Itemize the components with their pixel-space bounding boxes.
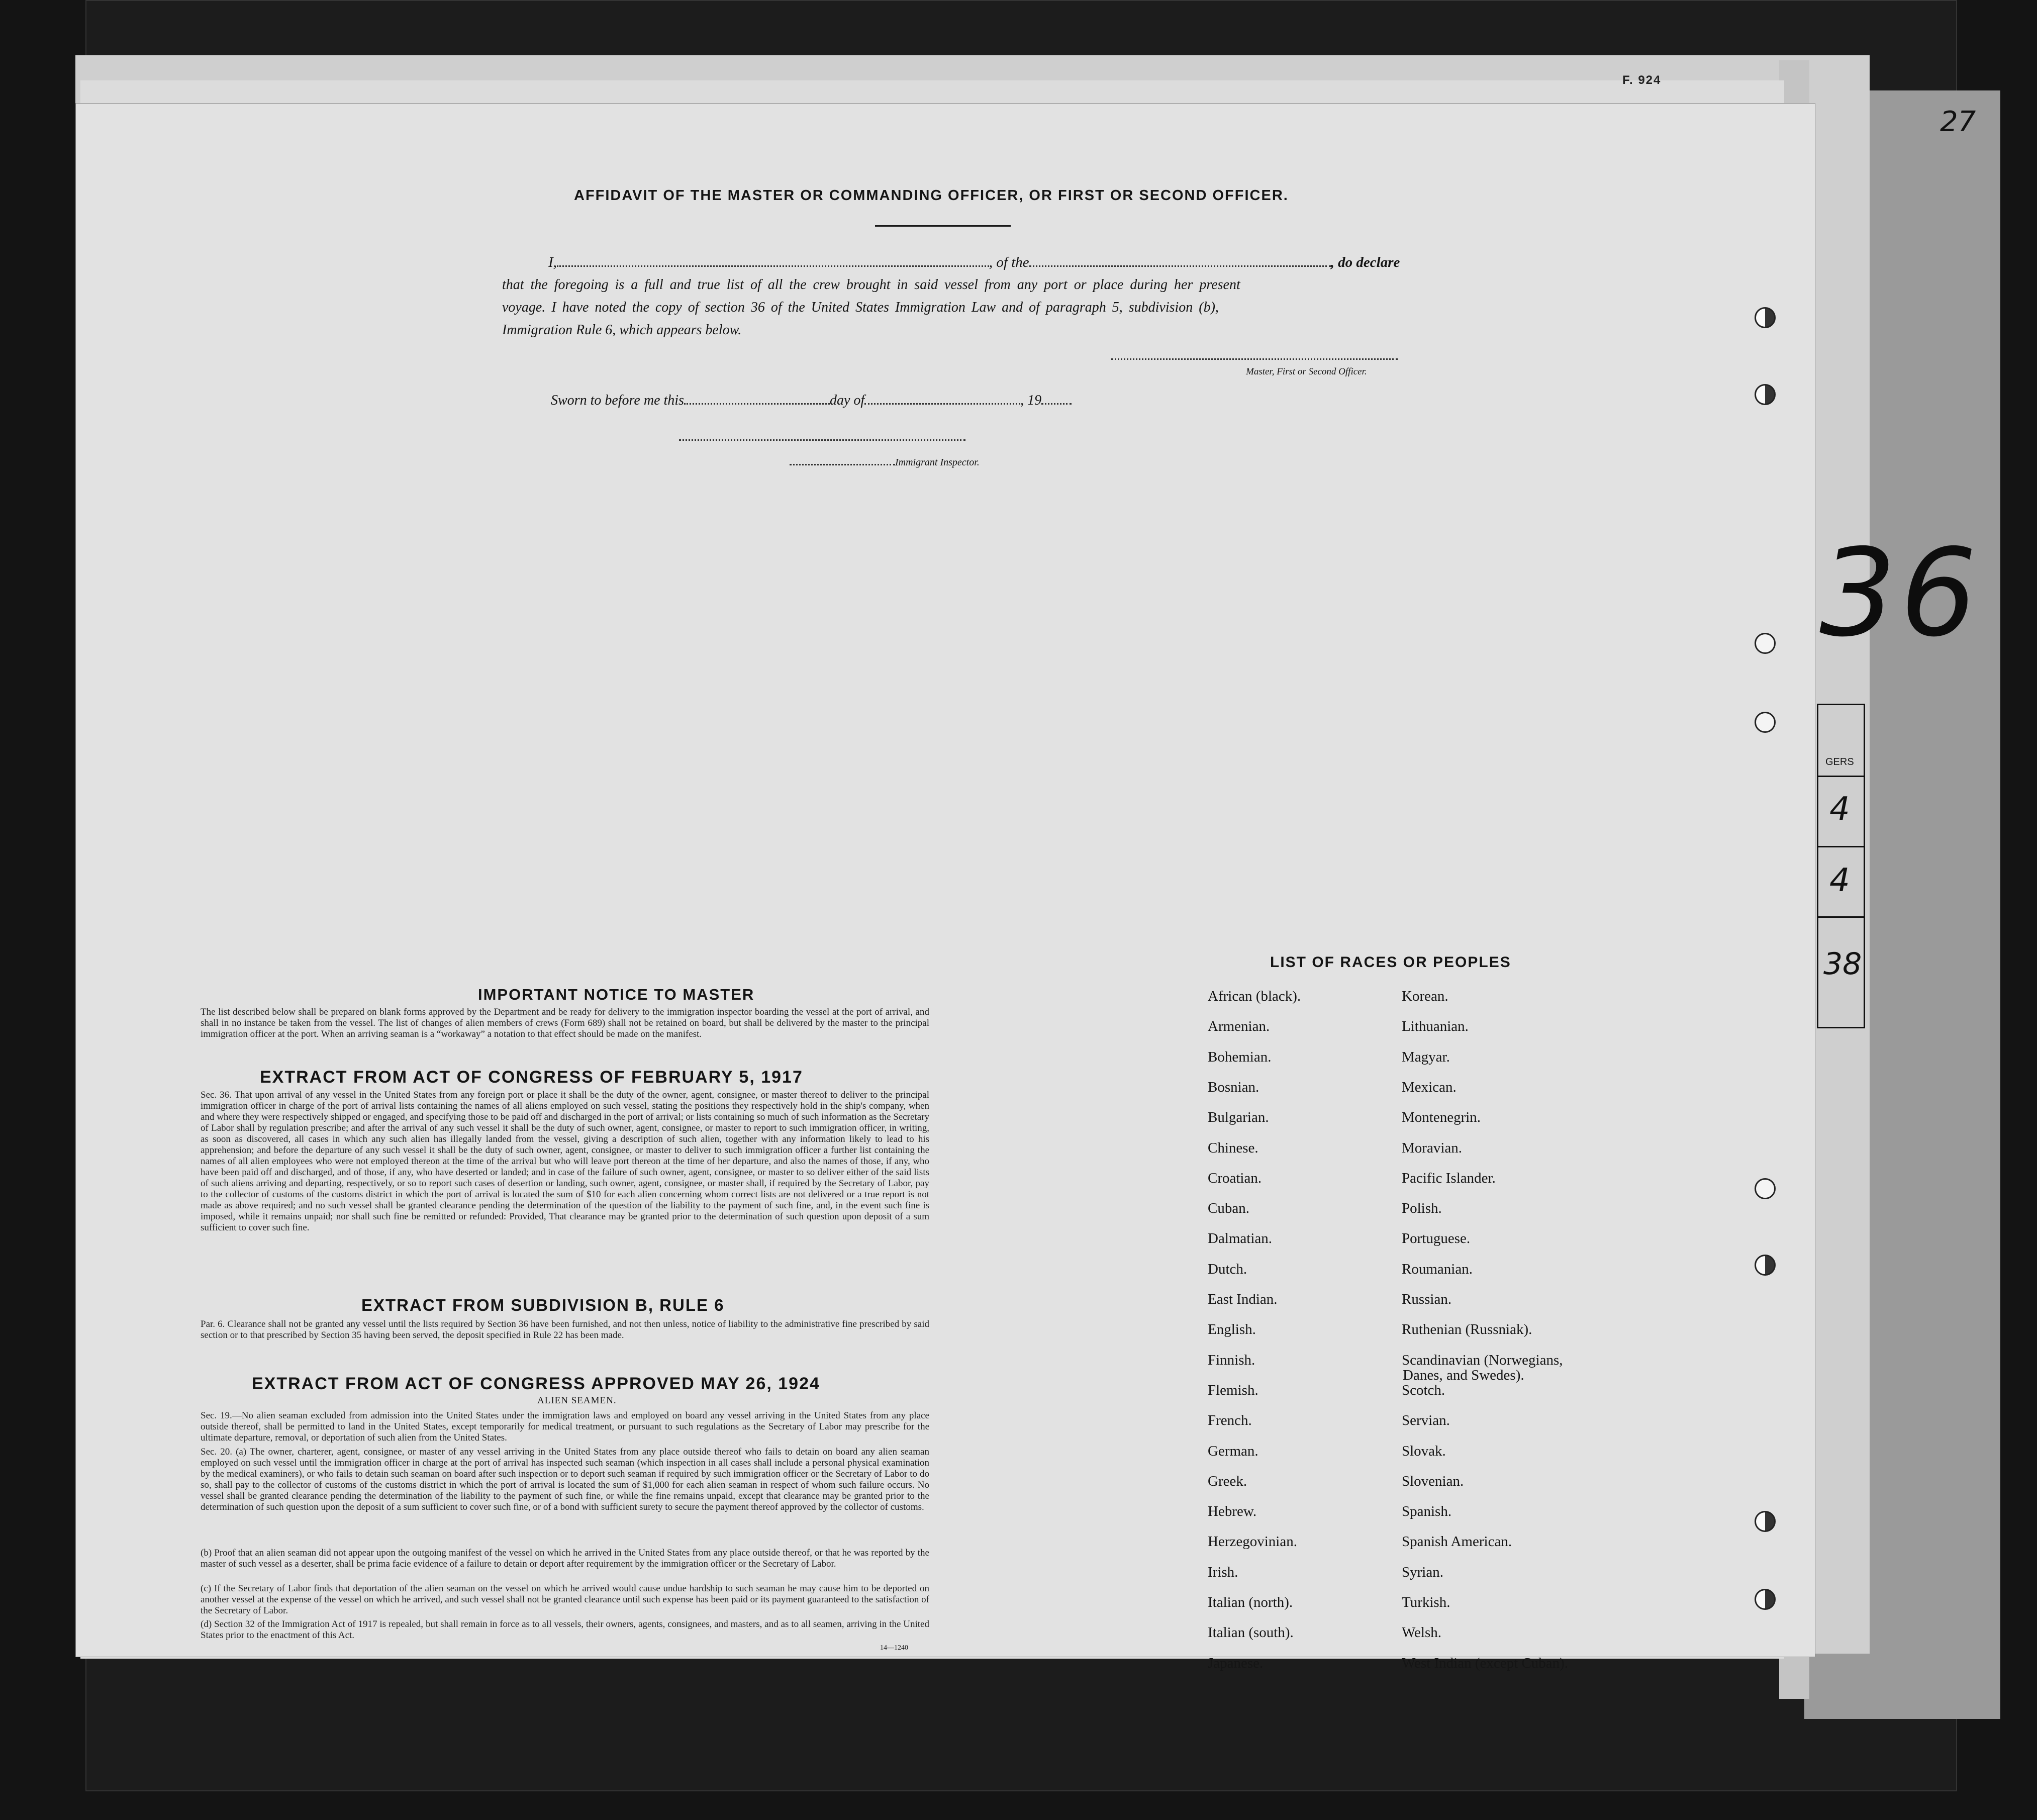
binder-hole: [1755, 1589, 1776, 1610]
declaration-line-1: that the foregoing is a full and true list of all the crew brought in said vessel from any port or place during her present: [502, 277, 1240, 293]
race-item: Armenian.: [1208, 1018, 1270, 1035]
binder-hole: [1755, 1178, 1776, 1199]
signature-line: [1111, 358, 1398, 360]
race-item: Bosnian.: [1208, 1079, 1259, 1095]
binder-hole: [1755, 1255, 1776, 1276]
race-item: Lithuanian.: [1402, 1018, 1469, 1035]
race-item: Chinese.: [1208, 1139, 1258, 1156]
print-code: 14—1240: [880, 1644, 908, 1652]
binder-hole: [1755, 384, 1776, 405]
extract-1924-sec20b: (b) Proof that an alien seaman did not appear upon the outgoing manifest of the vessel on which he arrived in the United States from any place outside thereof, or that he was reported by the master of such vessel as a deserter, shall be prima facie evidence of a failure to detain or deport after requirement by the immigration officer or the Secretary of Labor.: [201, 1548, 929, 1569]
race-item: Irish.: [1208, 1564, 1238, 1580]
extract-1917-title: EXTRACT FROM ACT OF CONGRESS OF FEBRUARY 5, 1917: [260, 1068, 803, 1087]
race-item: Turkish.: [1402, 1594, 1450, 1610]
race-item: African (black).: [1208, 988, 1301, 1004]
race-item: Herzegovinian.: [1208, 1534, 1297, 1550]
race-item: Italian (south).: [1208, 1624, 1294, 1641]
affidavit-line-1: I, , of the , do declare: [548, 254, 1400, 270]
extract-1917-text: Sec. 36. That upon arrival of any vessel in the United States from any foreign port or place it shall be the duty of the owner, agent, consignee, or master thereof to deliver to the principal immigration officer in charge of the port of arrival lists containing the names of all aliens employed on such vessel, stating the positions they respectively hold in the ship's company, when and where they were respectively shipped or engaged, and specifying those to be paid off and discharged in the port of arrival; or lists containing so much of such information as the Secretary of Labor shall by regulation prescribe; and after the arrival of any such vessel it shall be the duty of such owner, agent, consignee, or master to report to such immigration officer, in writing, as soon as discovered, all cases in which any such alien has illegally landed from the vessel, giving a description of such alien, together with any information likely to lead to his apprehension; and before the departure of any such vessel it shall be the duty of such owner, agent, consignee, or master to deliver to such immigration officer a further list containing the names of all alien employees who were not employed thereon at the time of the arrival but who will leave port thereon at the time of her departure, and also the names of those, if any, who have been paid off and discharged, and of those, if any, who have deserted or landed; and in case of the failure of such owner, agent, consignee, or master to so deliver either of the said lists of such aliens arriving and departing, respectively, or so to report such cases of desertion or landing, such owner, agent, consignee, or master shall, if required by the Secretary of Labor, pay to the collector of customs of the customs district in which the port of arrival is located the sum of $10 for each alien concerning whom correct lists are not delivered or a true report is not made as above required; and no such vessel shall be granted clearance pending the determination of the question of the liability to the payment of such fine, and, in the event such fine is imposed, while it remains unpaid; nor shall such fine be remitted or refunded: Provided, That clearance may be granted prior to the determination of such question upon deposit of a sum sufficient to cover such fine.: [201, 1090, 929, 1233]
race-item: Scotch.: [1402, 1382, 1445, 1398]
handwritten-big-number: 36: [1819, 523, 1981, 663]
inspector-signature-line: [679, 439, 965, 441]
race-item: German.: [1208, 1443, 1258, 1459]
race-item: Cuban.: [1208, 1200, 1249, 1217]
table-cell-value: 38: [1823, 946, 1862, 982]
race-item: Moravian.: [1402, 1139, 1462, 1156]
race-item: Magyar.: [1402, 1048, 1450, 1065]
race-item: Dalmatian.: [1208, 1230, 1273, 1247]
race-item: Hebrew.: [1208, 1503, 1257, 1520]
underlying-table: [1817, 704, 1865, 1028]
race-item: Slovenian.: [1402, 1473, 1464, 1489]
race-item: Servian.: [1402, 1412, 1450, 1429]
race-item: Roumanian.: [1402, 1261, 1473, 1277]
race-item: Danes, and Swedes).: [1403, 1367, 1524, 1383]
title-underline: [875, 225, 1011, 227]
extract-rule6-title: EXTRACT FROM SUBDIVISION B, RULE 6: [361, 1296, 725, 1314]
declaration-line-3: Immigration Rule 6, which appears below.: [502, 322, 742, 338]
race-item: Polish.: [1402, 1200, 1442, 1217]
extract-1924-sec19: Sec. 19.—No alien seaman excluded from admission into the United States under the immigration laws and employed on board any vessel arriving in the United States from any place outside thereof, shall be permitted to land in the United States, except temporarily for medical treatment, or pursuant to such regulations as the Secretary of Labor may prescribe for the ultimate departure, removal, or deportation of such alien from the United States.: [201, 1410, 929, 1443]
race-item: Greek.: [1208, 1473, 1247, 1489]
race-item: Croatian.: [1208, 1170, 1262, 1186]
race-item: West Indian (except Cuban).: [1402, 1655, 1569, 1671]
race-item: Spanish.: [1402, 1503, 1452, 1520]
race-item: Pacific Islander.: [1402, 1170, 1496, 1186]
extract-1924-sec20c: (c) If the Secretary of Labor finds that deportation of the alien seaman on the vessel on which he arrived would cause undue hardship to such seaman he may cause him to be deported on another vessel at the expense of the vessel on which he arrived, and such vessel shall not be granted clearance until such expense has been paid or its payment guaranteed to the satisfaction of the Secretary of Labor.: [201, 1583, 929, 1616]
binder-hole: [1755, 712, 1776, 733]
binder-hole: [1755, 633, 1776, 654]
race-item: Syrian.: [1402, 1564, 1443, 1580]
extract-1924-sec20d: (d) Section 32 of the Immigration Act of 1917 is repealed, but shall remain in force as to all vessels, their owners, agents, consignees, and masters, and as to all seamen, arriving in the United States prior to the enactment of this Act.: [201, 1619, 929, 1641]
extract-1924-sec20a: Sec. 20. (a) The owner, charterer, agent, consignee, or master of any vessel arriving in the United States from any place outside thereof who fails to detain on board any alien seaman employed on such vessel until the immigration officer in charge at the port of arrival has inspected such seaman (which inspection in all cases shall include a personal physical examination by the medical examiners), or who fails to detain such seaman on board after such inspection or to deport such seaman if required by such immigration officer or the Secretary of Labor to do so, shall pay to the collector of customs of the customs district in which the port of arrival is located the sum of $1,000 for each alien seaman in respect of whom such failure occurs. No vessel shall be granted clearance pending the determination of the liability to the payment of such fine, or while the fine remains unpaid, except that clearance may be granted prior to the determination of such question upon the deposit of a sum sufficient to cover such fine, or of a bond with sufficient surety to secure the payment thereof approved by the collector of customs.: [201, 1447, 929, 1512]
form-page: [75, 103, 1815, 1671]
table-header-fragment: GERS: [1825, 756, 1854, 768]
races-title: LIST OF RACES OR PEOPLES: [1270, 954, 1511, 971]
race-item: Japanese.: [1208, 1655, 1264, 1671]
table-cell-value: 4: [1829, 862, 1850, 899]
race-item: Portuguese.: [1402, 1230, 1471, 1247]
race-item: Montenegrin.: [1402, 1109, 1481, 1126]
race-item: Italian (north).: [1208, 1594, 1293, 1610]
form-number: F. 924: [1622, 73, 1662, 87]
extract-1924-subtitle: ALIEN SEAMEN.: [537, 1395, 617, 1406]
extract-1924-title: EXTRACT FROM ACT OF CONGRESS APPROVED MAY 26, 1924: [252, 1374, 820, 1393]
race-item: East Indian.: [1208, 1291, 1278, 1307]
race-item: Ruthenian (Russniak).: [1402, 1321, 1532, 1338]
race-item: French.: [1208, 1412, 1252, 1429]
race-item: English.: [1208, 1321, 1256, 1338]
declaration-line-2: voyage. I have noted the copy of section 36 of the United States Immigration Law and of paragraph 5, subdivision (b),: [502, 300, 1219, 315]
signature-caption: Master, First or Second Officer.: [1246, 366, 1367, 377]
sworn-line: Sworn to before me this day of , 19: [551, 393, 1072, 409]
handwritten-corner-mark: 27: [1940, 106, 1976, 138]
race-item: Korean.: [1402, 988, 1448, 1004]
race-item: Spanish American.: [1402, 1534, 1512, 1550]
notice-text: The list described below shall be prepared on blank forms approved by the Department and be ready for delivery to the immigration inspector boarding the vessel at the port of arrival, and shall in no instance be taken from the vessel. The list of changes of alien members of crews (Form 689) shall not be retained on board, but shall be delivered by the master to the principal immigration officer at the port. When an arriving seaman is a “workaway” a notation to that effect should be made on the manifest.: [201, 1007, 929, 1039]
notice-title: IMPORTANT NOTICE TO MASTER: [478, 986, 755, 1003]
race-item: Slovak.: [1402, 1443, 1446, 1459]
race-item: Finnish.: [1208, 1352, 1255, 1368]
binder-hole: [1755, 307, 1776, 328]
race-item: Bohemian.: [1208, 1048, 1272, 1065]
affidavit-title: AFFIDAVIT OF THE MASTER OR COMMANDING OFFICER, OR FIRST OR SECOND OFFICER.: [574, 187, 1289, 204]
extract-rule6-text: Par. 6. Clearance shall not be granted any vessel until the lists required by Section 36 have been furnished, and not then unless, notice of liability to the administrative fine prescribed by said section or to that prescribed by Section 35 having been served, the deposit specified in Rule 22 has been made.: [201, 1319, 929, 1340]
race-item: Scandinavian (Norwegians,: [1402, 1352, 1563, 1368]
race-item: Mexican.: [1402, 1079, 1457, 1095]
race-item: Bulgarian.: [1208, 1109, 1269, 1126]
race-item: Flemish.: [1208, 1382, 1258, 1398]
race-item: Russian.: [1402, 1291, 1452, 1307]
race-item: Dutch.: [1208, 1261, 1247, 1277]
binder-hole: [1755, 1511, 1776, 1532]
inspector-caption: Immigrant Inspector.: [790, 457, 980, 468]
race-item: Welsh.: [1402, 1624, 1442, 1641]
table-cell-value: 4: [1829, 791, 1850, 828]
